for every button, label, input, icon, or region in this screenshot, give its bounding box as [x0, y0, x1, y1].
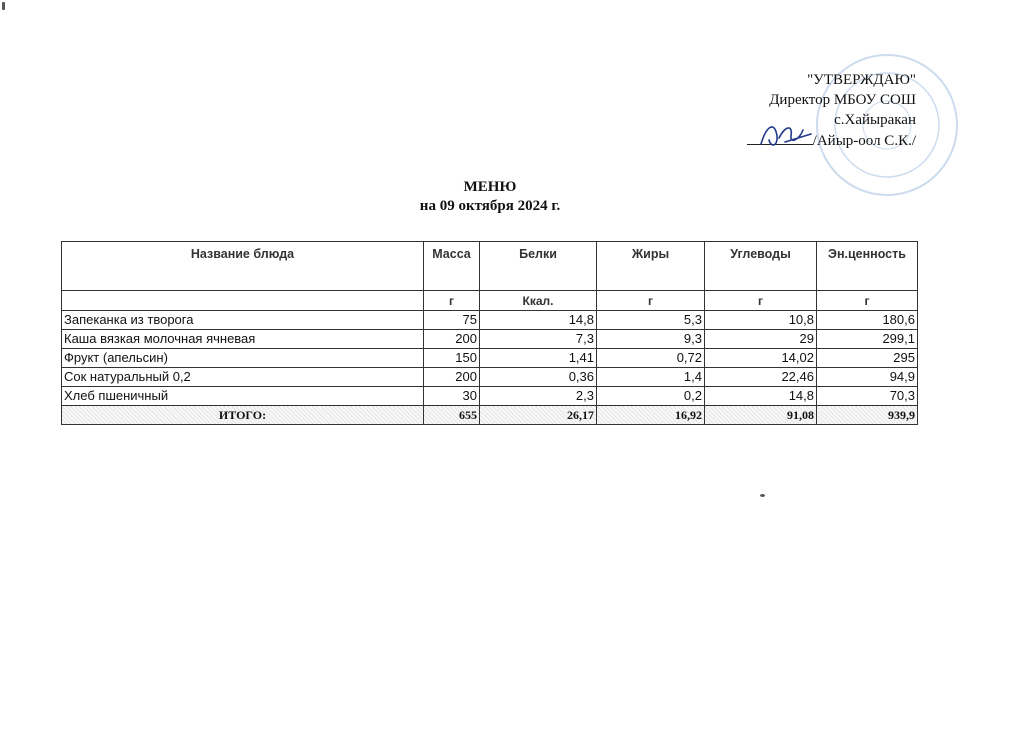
- table-row: [62, 330, 918, 349]
- approval-signature-line: [596, 130, 916, 151]
- cell-carbs: 10,8: [705, 311, 817, 330]
- total-mass: 655: [424, 406, 480, 425]
- total-label: ИТОГО:: [62, 406, 424, 425]
- cell-mass: 200: [424, 330, 480, 349]
- unit-carbs: г: [705, 291, 817, 311]
- approval-position: Директор МБОУ СОШ: [769, 92, 916, 108]
- cell-protein: 0,36: [480, 368, 597, 387]
- header-fat: Жиры: [597, 242, 705, 291]
- cell-carbs: 29: [705, 330, 817, 349]
- approval-village: с.Хайыракан: [834, 112, 916, 128]
- approval-heading: "УТВЕРЖДАЮ": [807, 72, 916, 88]
- table-row: [62, 368, 918, 387]
- cell-mass: 150: [424, 349, 480, 368]
- cell-fat: 1,4: [597, 368, 705, 387]
- unit-dish-name: [62, 291, 424, 311]
- header-energy: Эн.ценность: [817, 242, 918, 291]
- cell-dish-name: Запеканка из творога: [62, 311, 424, 330]
- document-title: [0, 178, 980, 216]
- signature-mark: [755, 118, 815, 152]
- cell-fat: 5,3: [597, 311, 705, 330]
- scan-speck: [2, 2, 5, 10]
- cell-mass: 30: [424, 387, 480, 406]
- cell-energy: 299,1: [817, 330, 918, 349]
- cell-fat: 0,2: [597, 387, 705, 406]
- cell-dish-name: Хлеб пшеничный: [62, 387, 424, 406]
- cell-protein: 7,3: [480, 330, 597, 349]
- cell-fat: 0,72: [597, 349, 705, 368]
- total-fat: 16,92: [597, 406, 705, 425]
- total-energy: 939,9: [817, 406, 918, 425]
- cell-fat: 9,3: [597, 330, 705, 349]
- approval-signatory: /Айыр-оол С.К./: [812, 133, 916, 149]
- unit-energy: г: [817, 291, 918, 311]
- header-mass: Масса: [424, 242, 480, 291]
- cell-protein: 14,8: [480, 311, 597, 330]
- unit-mass: г: [424, 291, 480, 311]
- header-dish-name: Название блюда: [62, 242, 424, 291]
- table-row: [62, 387, 918, 406]
- cell-dish-name: Фрукт (апельсин): [62, 349, 424, 368]
- total-protein: 26,17: [480, 406, 597, 425]
- cell-energy: 70,3: [817, 387, 918, 406]
- cell-dish-name: Сок натуральный 0,2: [62, 368, 424, 387]
- cell-protein: 2,3: [480, 387, 597, 406]
- unit-fat: г: [597, 291, 705, 311]
- cell-energy: 94,9: [817, 368, 918, 387]
- cell-energy: 295: [817, 349, 918, 368]
- header-protein: Белки: [480, 242, 597, 291]
- scan-speck: [760, 494, 765, 497]
- cell-mass: 200: [424, 368, 480, 387]
- cell-protein: 1,41: [480, 349, 597, 368]
- cell-energy: 180,6: [817, 311, 918, 330]
- signature-underline: [747, 130, 813, 145]
- cell-carbs: 14,8: [705, 387, 817, 406]
- table-total-row: [62, 406, 918, 425]
- menu-date: на 09 октября 2024 г.: [419, 198, 561, 214]
- menu-table: [61, 241, 918, 425]
- table-row: [62, 349, 918, 368]
- unit-protein: Ккал.: [480, 291, 597, 311]
- total-carbs: 91,08: [705, 406, 817, 425]
- cell-dish-name: Каша вязкая молочная ячневая: [62, 330, 424, 349]
- header-carbs: Углеводы: [705, 242, 817, 291]
- cell-carbs: 22,46: [705, 368, 817, 387]
- table-row: [62, 311, 918, 330]
- table-units-row: [62, 291, 918, 311]
- menu-title: МЕНЮ: [463, 179, 517, 195]
- cell-carbs: 14,02: [705, 349, 817, 368]
- table-header-row: [62, 242, 918, 291]
- approval-block: [596, 70, 916, 151]
- cell-mass: 75: [424, 311, 480, 330]
